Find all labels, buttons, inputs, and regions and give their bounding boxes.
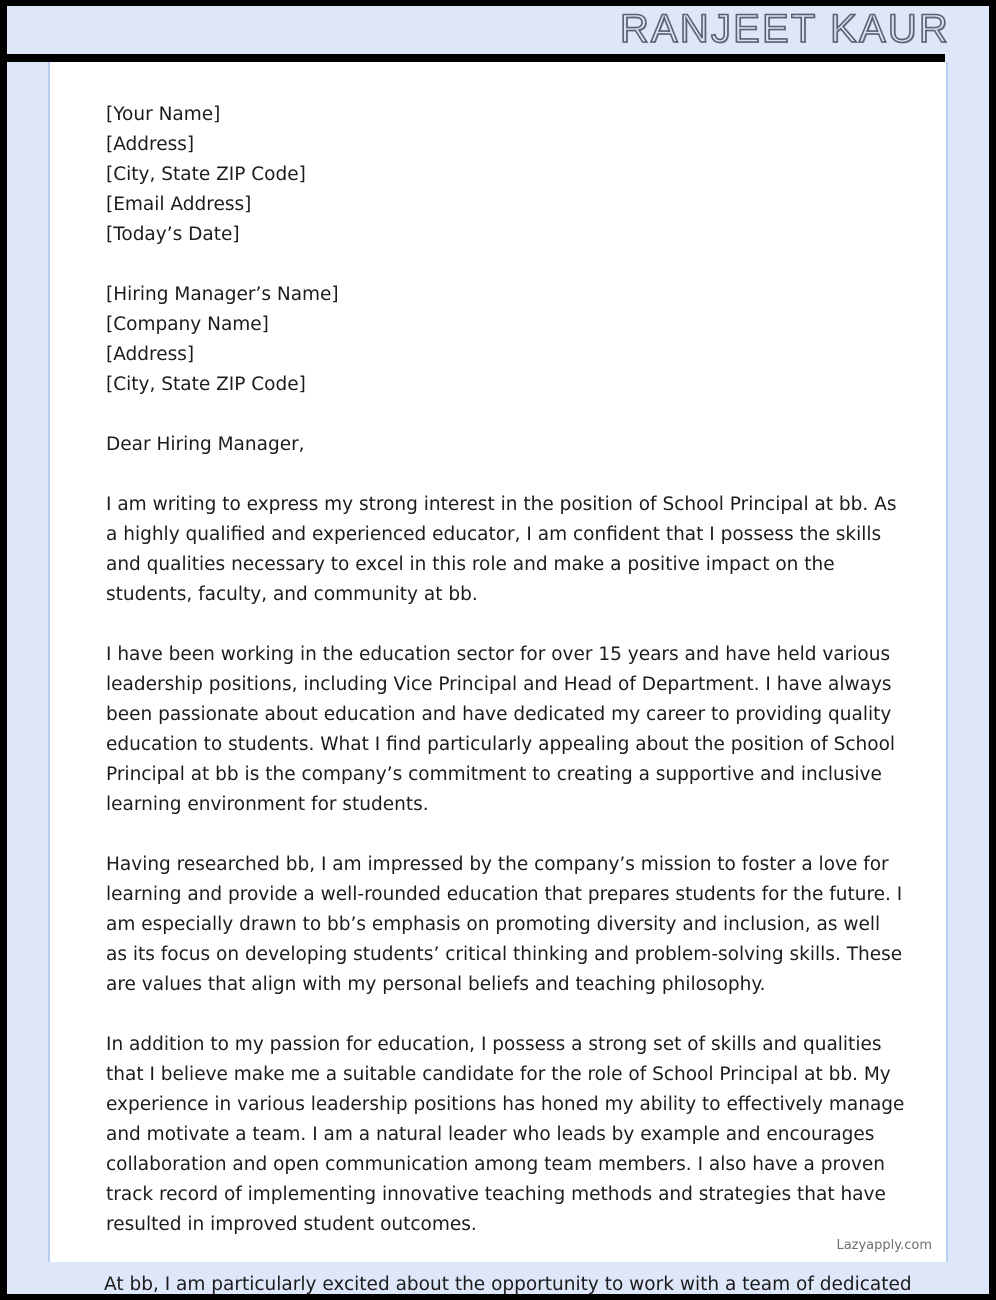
sender-line: [City, State ZIP Code]: [106, 164, 306, 185]
recipient-address-block: [106, 280, 906, 400]
letter-paragraph: I have been working in the education sector for over 15 years and have held various leadership positions, including Vice Principal and Head of Department. I have always been passionate about education and have dedicated my career to providing quality education to students. What I find particularly appealing about the position of School Principal at bb is the company’s commitment to creating a supportive and inclusive learning environment for students.: [106, 644, 896, 815]
letter-paragraph: I am writing to express my strong interest in the position of School Principal at bb. As a highly qualified and experienced educator, I am confident that I possess the skills and qualities necessary to excel in this role and make a positive impact on the students, faculty, and community at bb.: [106, 494, 897, 605]
recipient-line: [City, State ZIP Code]: [106, 374, 306, 395]
sender-line: [Your Name]: [106, 104, 221, 125]
letter-paragraph: In addition to my passion for education, I possess a strong set of skills and qualities that I believe make me a suitable candidate for the role of School Principal at bb. My experience in various leadership positions has honed my ability to effectively manage and motivate a team. I am a natural leader who leads by example and encourages collaboration and open communication among team members. I also have a proven track record of implementing innovative teaching methods and strategies that have resulted in improved student outcomes.: [106, 1034, 905, 1235]
lazyapply-watermark: Lazyapply.com: [836, 1238, 932, 1253]
masthead-band: [7, 6, 989, 54]
letter-paragraph: Having researched bb, I am impressed by the company’s mission to foster a love for learning and provide a well-rounded education that prepares students for the future. I am especially drawn to bb’s emphasis on promoting diversity and inclusion, as well as its focus on developing students’ critical thinking and problem-solving skills. These are values that align with my personal beliefs and teaching philosophy.: [106, 854, 903, 995]
sender-address-block: [106, 100, 906, 250]
recipient-line: [Address]: [106, 344, 195, 365]
recipient-line: [Hiring Manager’s Name]: [106, 284, 339, 305]
sender-line: [Today’s Date]: [106, 224, 240, 245]
sender-line: [Email Address]: [106, 194, 252, 215]
recipient-line: [Company Name]: [106, 314, 269, 335]
letter-body: [106, 100, 906, 1262]
cover-letter-page: [48, 62, 948, 1262]
salutation: Dear Hiring Manager,: [106, 434, 305, 455]
sender-line: [Address]: [106, 134, 195, 155]
candidate-name-heading: RANJEET KAUR: [619, 7, 950, 51]
next-page-overflow-line: At bb, I am particularly excited about the opportunity to work with a team of dedicated: [104, 1274, 912, 1295]
masthead-divider-rule: [7, 54, 945, 62]
